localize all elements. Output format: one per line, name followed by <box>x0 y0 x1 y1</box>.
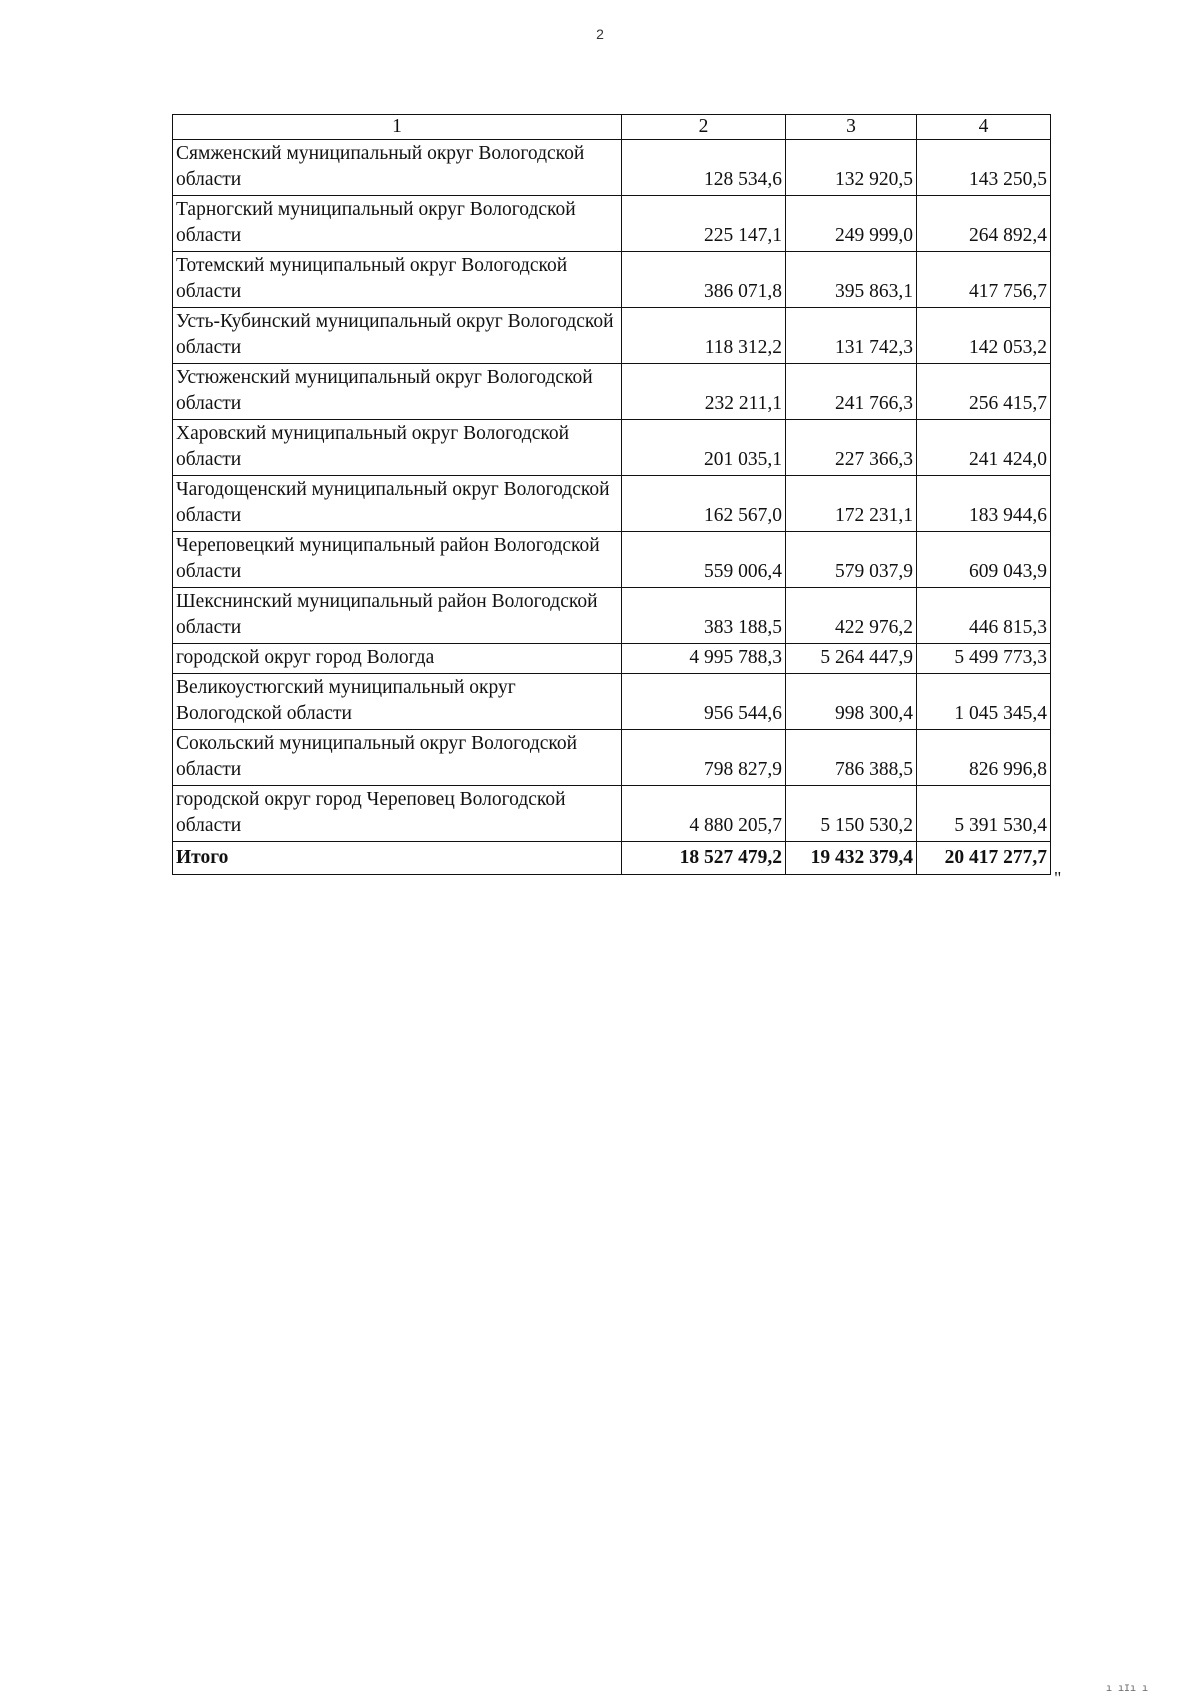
value-cell: 128 534,6 <box>622 140 786 196</box>
table-row <box>173 308 1051 364</box>
value-cell: 446 815,3 <box>917 588 1051 644</box>
value-cell: 143 250,5 <box>917 140 1051 196</box>
value-cell: 422 976,2 <box>786 588 917 644</box>
municipality-name: Харовский муниципальный округ Вологодской области <box>173 420 622 476</box>
value-cell: 956 544,6 <box>622 674 786 730</box>
value-cell: 5 264 447,9 <box>786 644 917 674</box>
value-cell: 4 880 205,7 <box>622 786 786 842</box>
header-cell: 1 <box>173 115 622 140</box>
table-row <box>173 476 1051 532</box>
value-cell: 998 300,4 <box>786 674 917 730</box>
value-cell: 225 147,1 <box>622 196 786 252</box>
municipality-name: Великоустюгский муниципальный округ Вологодской области <box>173 674 622 730</box>
table-row <box>173 674 1051 730</box>
municipality-name: Чагодощенский муниципальный округ Вологодской области <box>173 476 622 532</box>
value-cell: 249 999,0 <box>786 196 917 252</box>
header-cell: 4 <box>917 115 1051 140</box>
table-row <box>173 196 1051 252</box>
table-row <box>173 140 1051 196</box>
value-cell: 241 424,0 <box>917 420 1051 476</box>
value-cell: 579 037,9 <box>786 532 917 588</box>
closing-quote: " <box>1054 868 1062 888</box>
value-cell: 395 863,1 <box>786 252 917 308</box>
table-row <box>173 252 1051 308</box>
value-cell: 5 391 530,4 <box>917 786 1051 842</box>
value-cell: 232 211,1 <box>622 364 786 420</box>
value-cell: 241 766,3 <box>786 364 917 420</box>
value-cell: 118 312,2 <box>622 308 786 364</box>
municipality-name: Устюженский муниципальный округ Вологодской области <box>173 364 622 420</box>
header-row <box>173 115 1051 140</box>
table-row <box>173 644 1051 674</box>
value-cell: 609 043,9 <box>917 532 1051 588</box>
value-cell: 227 366,3 <box>786 420 917 476</box>
value-cell: 142 053,2 <box>917 308 1051 364</box>
value-cell: 383 188,5 <box>622 588 786 644</box>
value-cell: 172 231,1 <box>786 476 917 532</box>
value-cell: 826 996,8 <box>917 730 1051 786</box>
value-cell: 386 071,8 <box>622 252 786 308</box>
value-cell: 1 045 345,4 <box>917 674 1051 730</box>
budget-table <box>172 114 1051 875</box>
value-cell: 183 944,6 <box>917 476 1051 532</box>
total-value-cell: 19 432 379,4 <box>786 842 917 875</box>
municipality-name: Сокольский муниципальный округ Вологодской области <box>173 730 622 786</box>
value-cell: 798 827,9 <box>622 730 786 786</box>
municipality-name: Тарногский муниципальный округ Вологодской области <box>173 196 622 252</box>
total-row <box>173 842 1051 875</box>
value-cell: 132 920,5 <box>786 140 917 196</box>
value-cell: 417 756,7 <box>917 252 1051 308</box>
municipality-name: городской округ город Череповец Вологодской области <box>173 786 622 842</box>
value-cell: 5 499 773,3 <box>917 644 1051 674</box>
value-cell: 4 995 788,3 <box>622 644 786 674</box>
scan-marks: ı ıIı ı <box>1106 1684 1149 1695</box>
table-row <box>173 730 1051 786</box>
municipality-name: городской округ город Вологда <box>173 644 622 674</box>
value-cell: 786 388,5 <box>786 730 917 786</box>
municipality-name: Сямженский муниципальный округ Вологодской области <box>173 140 622 196</box>
municipality-name: Шекснинский муниципальный район Вологодской области <box>173 588 622 644</box>
page-number: 2 <box>596 26 604 42</box>
total-label: Итого <box>173 842 622 875</box>
municipality-name: Усть-Кубинский муниципальный округ Вологодской области <box>173 308 622 364</box>
total-value-cell: 18 527 479,2 <box>622 842 786 875</box>
value-cell: 5 150 530,2 <box>786 786 917 842</box>
table-row <box>173 786 1051 842</box>
value-cell: 201 035,1 <box>622 420 786 476</box>
value-cell: 162 567,0 <box>622 476 786 532</box>
table-row <box>173 588 1051 644</box>
table-row <box>173 420 1051 476</box>
value-cell: 264 892,4 <box>917 196 1051 252</box>
value-cell: 256 415,7 <box>917 364 1051 420</box>
municipality-name: Тотемский муниципальный округ Вологодской области <box>173 252 622 308</box>
value-cell: 559 006,4 <box>622 532 786 588</box>
table-row <box>173 532 1051 588</box>
municipality-name: Череповецкий муниципальный район Вологодской области <box>173 532 622 588</box>
value-cell: 131 742,3 <box>786 308 917 364</box>
table-row <box>173 364 1051 420</box>
header-cell: 3 <box>786 115 917 140</box>
total-value-cell: 20 417 277,7 <box>917 842 1051 875</box>
header-cell: 2 <box>622 115 786 140</box>
